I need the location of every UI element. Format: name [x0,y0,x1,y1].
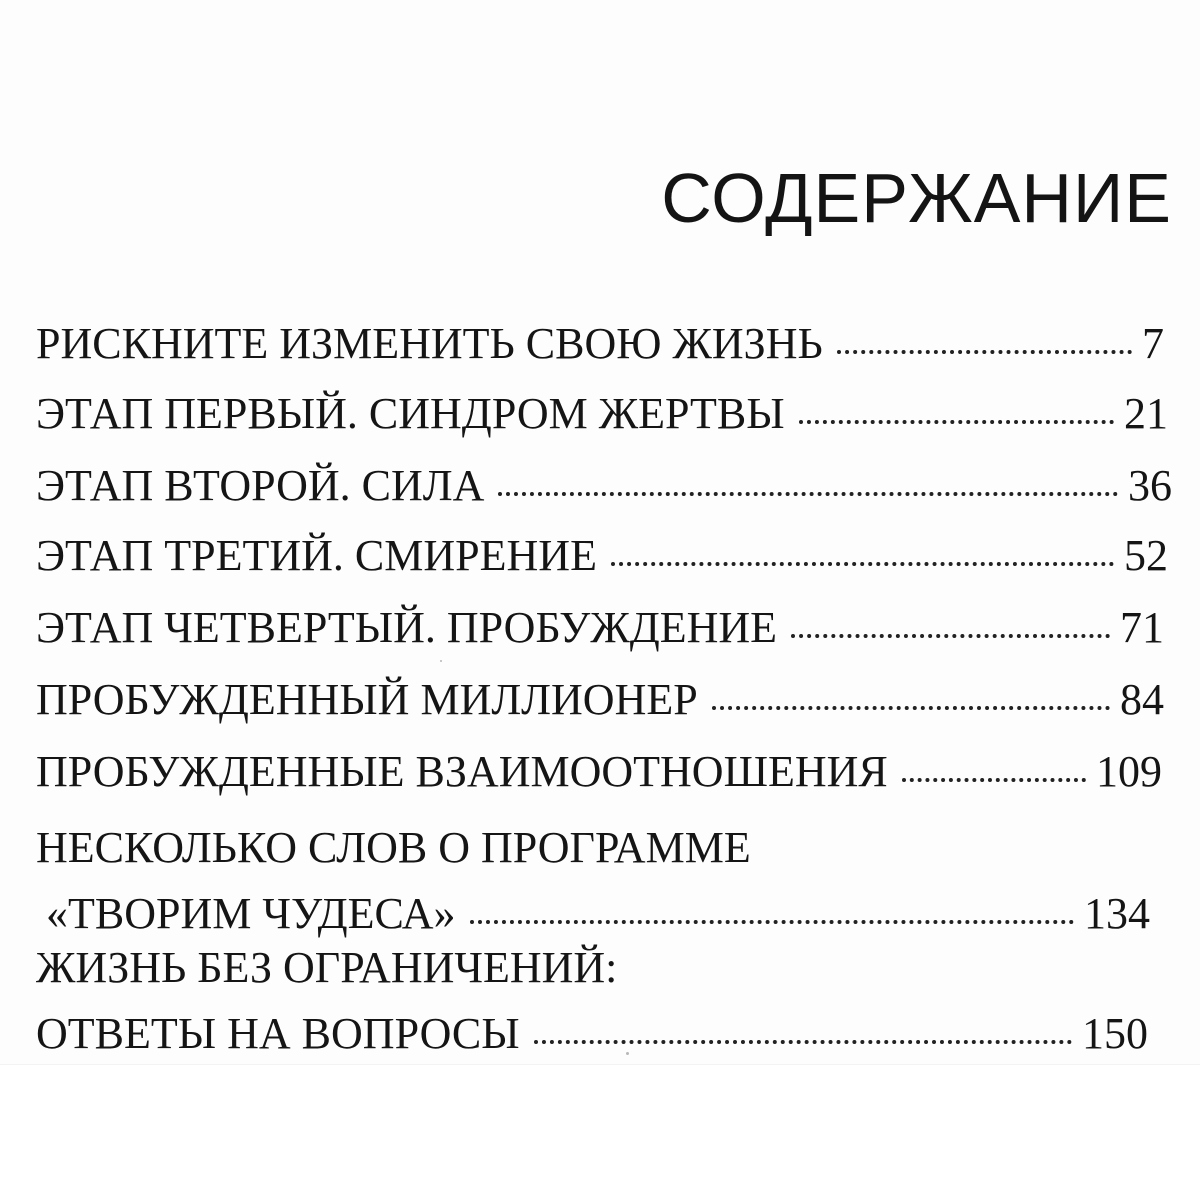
toc-entry [36,823,1150,938]
toc-page-number: 7 [1142,319,1164,368]
toc-entry-title: ЭТАП ЧЕТВЕРТЫЙ. ПРОБУЖДЕНИЕ [36,603,778,652]
paper-speck [440,660,442,662]
toc-entry-title: РИСКНИТЕ ИЗМЕНИТЬ СВОЮ ЖИЗНЬ [36,319,823,368]
toc-entry-title: ЭТАП ТРЕТИЙ. СМИРЕНИЕ [36,531,597,580]
paper-speck [626,1052,629,1055]
toc-entry [36,943,1148,1058]
toc-entry-title: ПРОБУЖДЕННЫЙ МИЛЛИОНЕР [36,675,698,724]
toc-entry [36,531,1168,580]
toc-page-number: 84 [1120,675,1164,724]
dot-leader [791,634,1110,638]
toc-page-number: 21 [1124,389,1168,438]
toc-entry-title: ЖИЗНЬ БЕЗ ОГРАНИЧЕНИЙ: [36,943,618,992]
toc-line [36,389,1168,438]
toc-entry-title: ЭТАП ПЕРВЫЙ. СИНДРОМ ЖЕРТВЫ [36,389,785,438]
toc-line [36,675,1164,724]
dot-leader [902,778,1086,782]
toc-line [36,943,1148,992]
toc-line [36,823,1150,872]
dot-leader [837,350,1132,354]
toc-entry [36,319,1164,368]
contents-heading: СОДЕРЖАНИЕ [661,159,1172,237]
toc-entry [36,389,1168,438]
toc-entry-title-continued: ОТВЕТЫ НА ВОПРОСЫ [36,1009,520,1058]
toc-entry-title: ПРОБУЖДЕННЫЕ ВЗАИМООТНОШЕНИЯ [36,747,888,796]
dot-leader [611,562,1114,566]
toc-line [36,319,1164,368]
toc-page-number: 134 [1084,889,1150,938]
toc-entry [36,675,1164,724]
toc-line [36,747,1162,796]
toc-entry [36,747,1162,796]
toc-entry-title-continued: «ТВОРИМ ЧУДЕСА» [46,889,456,938]
dot-leader [712,706,1110,710]
toc-entry-title: ЭТАП ВТОРОЙ. СИЛА [36,461,485,510]
toc-line [36,1009,1148,1058]
dot-leader [470,920,1075,924]
dot-leader [498,492,1118,496]
page-bottom-margin [0,1064,1200,1201]
dot-leader [534,1040,1072,1044]
toc-entry [36,461,1172,510]
dot-leader [799,420,1114,424]
toc-line [36,461,1172,510]
toc-line [36,603,1164,652]
toc-page-number: 71 [1120,603,1164,652]
toc-page-number: 52 [1124,531,1168,580]
toc-page-number: 109 [1096,747,1162,796]
toc-line [36,531,1168,580]
toc-page-number: 36 [1128,461,1172,510]
toc-entry [36,603,1164,652]
toc-entry-title: НЕСКОЛЬКО СЛОВ О ПРОГРАММЕ [36,823,751,872]
toc-page-number: 150 [1082,1009,1148,1058]
toc-line [36,889,1150,938]
